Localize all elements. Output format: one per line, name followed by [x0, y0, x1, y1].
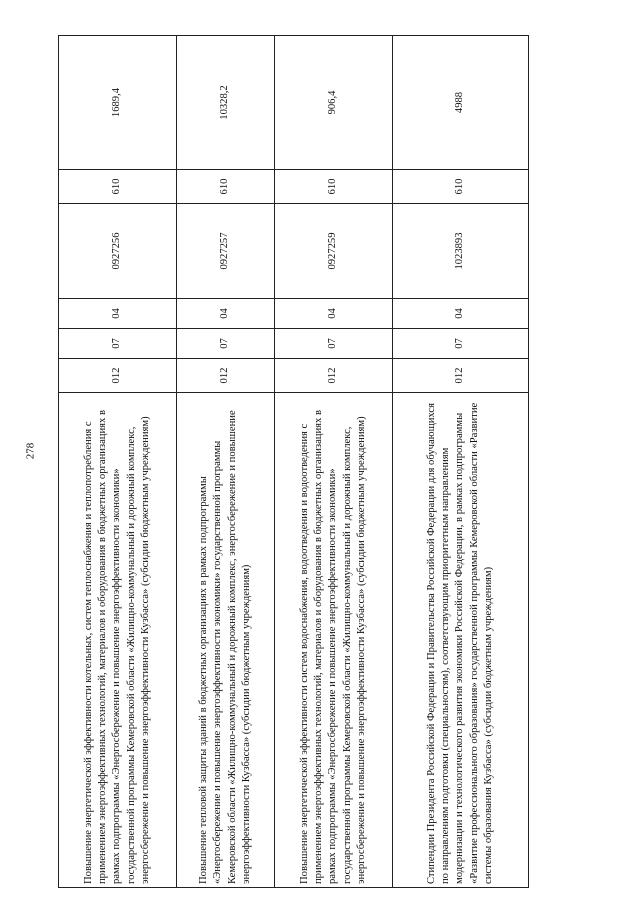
- amount: 4988: [393, 36, 529, 170]
- subsection-code: 04: [177, 299, 275, 329]
- subsection-code: 04: [275, 299, 393, 329]
- section-code: 07: [59, 329, 177, 359]
- table-row: [275, 36, 393, 888]
- ministry-code: 012: [393, 359, 529, 393]
- table-row: [59, 36, 177, 888]
- target-article-code: 0927256: [59, 204, 177, 299]
- ministry-code: 012: [177, 359, 275, 393]
- ministry-code: 012: [59, 359, 177, 393]
- expense-type-code: 610: [393, 170, 529, 204]
- item-name: Стипендии Президента Российской Федерации и Правительства Российской Федерации для обучающихся по направлениям подготовки (специальностям), соответствующим приоритетным направлениям модернизации и технологического развития экономики Российской Федерации, в рамках подпрограммы «Развитие профессионального образования» государственной программы Кемеровской области «Развитие системы образования Кузбасса» (субсидии бюджетным учреждениям): [393, 393, 529, 888]
- expense-type-code: 610: [59, 170, 177, 204]
- budget-table: [58, 35, 529, 888]
- page-number-text: 278: [24, 442, 36, 460]
- table-row: [177, 36, 275, 888]
- budget-table-container: [58, 36, 528, 888]
- item-name: Повышение энергетической эффективности систем водоснабжения, водоотведения и водоотведения с применением энергоэффективных технологий, материалов и оборудования в бюджетных организациях в рамках подпрограммы «Энергосбережение и повышение энергоэффективности экономики» государственной программы Кемеровской области «Жилищно-коммунальный и дорожный комплекс, энергосбережение и повышение энергоэффективности Кузбасса» (субсидии бюджетным учреждениям): [275, 393, 393, 888]
- table-row: [393, 36, 529, 888]
- expense-type-code: 610: [275, 170, 393, 204]
- item-name: Повышение энергетической эффективности котельных, систем теплоснабжения и теплопотребления с применением энергоэффективных технологий, материалов и оборудования в бюджетных организациях в рамках подпрограммы «Энергосбережение и повышение энергоэффективности экономики» государственной программы Кемеровской области «Жилищно-коммунальный и дорожный комплекс, энергосбережение и повышение энергоэффективности Кузбасса» (субсидии бюджетным учреждениям): [59, 393, 177, 888]
- subsection-code: 04: [393, 299, 529, 329]
- ministry-code: 012: [275, 359, 393, 393]
- target-article-code: 0927257: [177, 204, 275, 299]
- amount: 906,4: [275, 36, 393, 170]
- target-article-code: 0927259: [275, 204, 393, 299]
- section-code: 07: [177, 329, 275, 359]
- amount: 10328,2: [177, 36, 275, 170]
- amount: 1689,4: [59, 36, 177, 170]
- expense-type-code: 610: [177, 170, 275, 204]
- budget-table-rotated: [58, 36, 528, 888]
- page-number: [20, 436, 40, 466]
- section-code: 07: [275, 329, 393, 359]
- item-name: Повышение тепловой защиты зданий в бюджетных организациях в рамках подпрограммы «Энергосбережение и повышение энергоэффективности экономики» государственной программы Кемеровской области «Жилищно-коммунальный и дорожный комплекс, энергосбережение и повышение энергоэффективности Кузбасса» (субсидии бюджетным учреждениям): [177, 393, 275, 888]
- target-article-code: 1023893: [393, 204, 529, 299]
- section-code: 07: [393, 329, 529, 359]
- subsection-code: 04: [59, 299, 177, 329]
